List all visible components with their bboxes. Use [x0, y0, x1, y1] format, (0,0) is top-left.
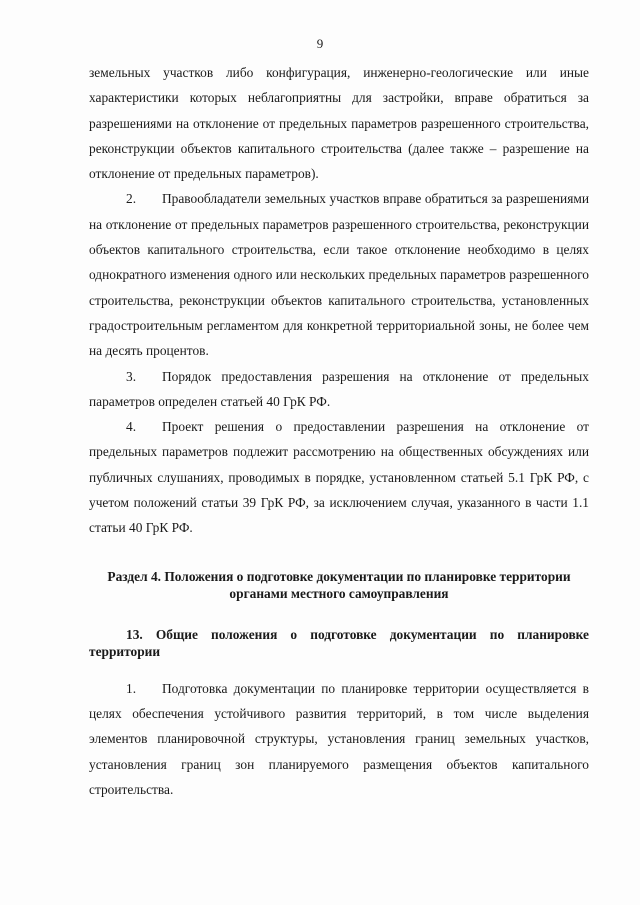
- paragraph-2: [89, 186, 589, 363]
- paragraph-text: Проект решения о предоставлении разрешения на отклонение от предельных параметров подлежит рассмотрению на общественных обсуждениях или публичных слушаниях, проводимых в порядке, установленном статьей 5.1 ГрК РФ, с учетом положений статьи 39 ГрК РФ, за исключением случая, указанного в части 1.1 статьи 40 ГрК РФ.: [89, 419, 589, 536]
- document-body: [89, 60, 589, 802]
- subsection-paragraph-1: [89, 676, 589, 802]
- paragraph-number: 4.: [126, 419, 137, 435]
- paragraph-text: земельных участков либо конфигурация, инженерно-геологические или иные характеристики которых неблагоприятны для застройки, вправе обратиться за разрешениями на отклонение от предельных параметров разрешенного строительства, реконструкции объектов капитального строительства (далее также – разрешение на отклонение от предельных параметров).: [89, 65, 589, 182]
- paragraph-number: 2.: [126, 191, 137, 207]
- paragraph-text: Порядок предоставления разрешения на отклонение от предельных параметров определен статьей 40 ГрК РФ.: [89, 368, 589, 409]
- paragraph-number: 1.: [126, 680, 137, 696]
- paragraph-4: [89, 414, 589, 540]
- paragraph-number: 3.: [126, 368, 137, 384]
- paragraph-text: Подготовка документации по планировке территории осуществляется в целях обеспечения устойчивого развития территорий, в том числе выделения элементов планировочной структуры, установления границ земельных участков, установления границ зон планируемого размещения объектов капитального строительства.: [89, 680, 589, 797]
- page-number: 9: [316, 36, 324, 51]
- paragraph-3: [89, 364, 589, 415]
- paragraph-continuation: [89, 60, 589, 186]
- paragraph-text: Правообладатели земельных участков вправе обратиться за разрешениями на отклонение от предельных параметров разрешенного строительства, реконструкции объектов капитального строительства, если такое отклонение необходимо в целях однократного изменения одного или нескольких предельных параметров разрешенного строительства, реконструкции объектов капитального строительства, установленных градостроительным регламентом для конкретной территориальной зоны, не более чем на десять процентов.: [89, 191, 589, 359]
- subsection-heading: 13. Общие положения о подготовке документации по планировке территории: [89, 626, 589, 659]
- section-heading: Раздел 4. Положения о подготовке документации по планировке территории органами местного самоуправления: [107, 568, 571, 601]
